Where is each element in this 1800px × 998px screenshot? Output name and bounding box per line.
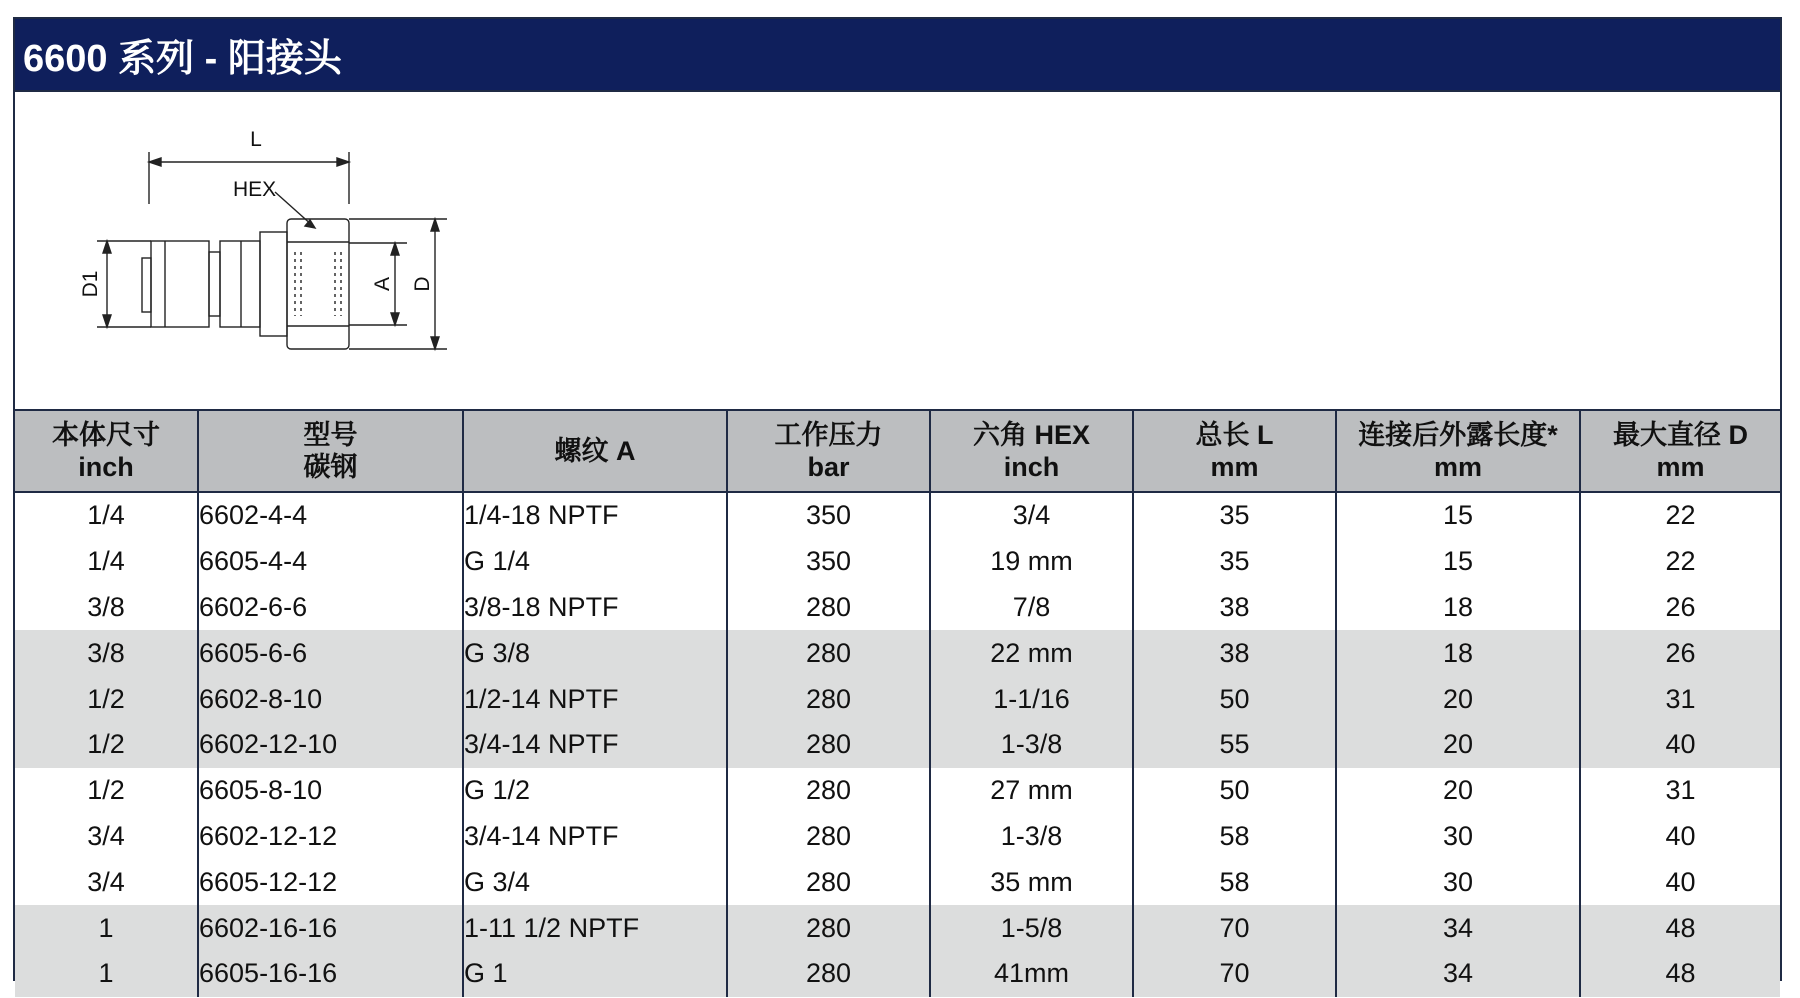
product-sheet (13, 17, 1782, 989)
cell-pressure: 280 (727, 951, 930, 997)
spec-table (15, 411, 1780, 997)
table-row (15, 768, 1780, 814)
dim-label-hex: HEX (233, 178, 277, 201)
cell-hex: 1-5/8 (930, 905, 1133, 951)
cell-hex: 1-3/8 (930, 814, 1133, 860)
cell-body-size: 1/2 (15, 676, 198, 722)
cell-length: 50 (1133, 676, 1336, 722)
cell-body-size: 3/8 (87, 591, 125, 622)
cell-exposed-length: 15 (1336, 492, 1580, 539)
cell-hex: 41mm (930, 951, 1133, 997)
cell-exposed-length: 30 (1336, 814, 1580, 860)
cell-hex: 1-3/8 (930, 722, 1133, 768)
table-row (15, 722, 1780, 768)
dim-label-d: D (411, 276, 434, 292)
cell-max-diameter: 48 (1580, 905, 1780, 951)
cell-length: 38 (1133, 585, 1336, 631)
cell-max-diameter: 40 (1580, 722, 1780, 768)
male-coupler-diagram (15, 92, 1780, 409)
cell-model: 6605-6-6 (198, 630, 463, 676)
cell-thread: 1-11 1/2 NPTF (463, 905, 727, 951)
cell-hex: 7/8 (930, 585, 1133, 631)
cell-exposed-length: 20 (1336, 722, 1580, 768)
cell-thread: G 3/4 (463, 859, 727, 905)
table-row (15, 539, 1780, 585)
cell-exposed-length: 30 (1336, 859, 1580, 905)
cell-model: 6602-12-10 (198, 722, 463, 768)
col-header-model: 型号 碳钢 (198, 411, 463, 492)
cell-pressure: 280 (727, 905, 930, 951)
table-row (15, 585, 1780, 631)
table-header-row (15, 411, 1780, 492)
cell-max-diameter: 22 (1580, 492, 1780, 539)
cell-thread: 3/4-14 NPTF (463, 722, 727, 768)
cell-body-size: 1/4 (87, 546, 125, 577)
col-header-pressure: 工作压力 bar (727, 411, 930, 492)
cell-thread: G 1/4 (463, 539, 727, 585)
cell-body-size: 1/4 (87, 500, 125, 531)
col-header-thread: 螺纹 A (463, 411, 727, 492)
cell-pressure: 280 (727, 722, 930, 768)
cell-max-diameter: 22 (1580, 539, 1780, 585)
cell-model: 6605-4-4 (198, 539, 463, 585)
cell-hex: 3/4 (930, 492, 1133, 539)
cell-thread: 3/4-14 NPTF (463, 814, 727, 860)
coupling-drawing (15, 90, 1780, 411)
dim-label-l: L (250, 128, 262, 151)
table-row (15, 630, 1780, 676)
dim-label-d1: D1 (79, 270, 102, 298)
col-header-body-size: 本体尺寸 inch (15, 411, 198, 492)
cell-pressure: 280 (727, 859, 930, 905)
cell-model: 6602-16-16 (198, 905, 463, 951)
cell-body-size: 3/4 (87, 866, 125, 897)
cell-thread: 3/8-18 NPTF (463, 585, 727, 631)
cell-model: 6602-8-10 (198, 676, 463, 722)
cell-length: 55 (1133, 722, 1336, 768)
cell-length: 50 (1133, 768, 1336, 814)
cell-max-diameter: 40 (1580, 859, 1780, 905)
cell-exposed-length: 20 (1336, 676, 1580, 722)
cell-body-size: 1/2 (87, 775, 125, 806)
cell-length: 35 (1133, 539, 1336, 585)
cell-model: 6602-4-4 (198, 492, 463, 539)
cell-thread: 1/2-14 NPTF (463, 676, 727, 722)
cell-length: 58 (1133, 814, 1336, 860)
cell-hex: 27 mm (930, 768, 1133, 814)
table-row (15, 814, 1780, 860)
cell-max-diameter: 31 (1580, 768, 1780, 814)
cell-hex: 19 mm (930, 539, 1133, 585)
cell-exposed-length: 18 (1336, 585, 1580, 631)
cell-hex: 22 mm (930, 630, 1133, 676)
cell-pressure: 280 (727, 768, 930, 814)
cell-model: 6602-12-12 (198, 814, 463, 860)
table-row (15, 859, 1780, 905)
cell-max-diameter: 48 (1580, 951, 1780, 997)
cell-length: 35 (1133, 492, 1336, 539)
cell-model: 6605-12-12 (198, 859, 463, 905)
cell-length: 58 (1133, 859, 1336, 905)
cell-exposed-length: 34 (1336, 905, 1580, 951)
col-header-length: 总长 L mm (1133, 411, 1336, 492)
cell-max-diameter: 40 (1580, 814, 1780, 860)
col-header-hex: 六角 HEX inch (930, 411, 1133, 492)
dim-label-a: A (371, 276, 394, 292)
col-header-exposed-length: 连接后外露长度* mm (1336, 411, 1580, 492)
cell-pressure: 280 (727, 676, 930, 722)
cell-exposed-length: 18 (1336, 630, 1580, 676)
cell-body-size: 1 (15, 951, 198, 997)
cell-body-size: 3/4 (87, 820, 125, 851)
cell-length: 70 (1133, 905, 1336, 951)
cell-body-size: 3/8 (15, 630, 198, 676)
col-header-max-diameter: 最大直径 D mm (1580, 411, 1780, 492)
cell-model: 6605-8-10 (198, 768, 463, 814)
cell-pressure: 350 (727, 539, 930, 585)
cell-pressure: 280 (727, 585, 930, 631)
cell-pressure: 280 (727, 630, 930, 676)
cell-pressure: 280 (727, 814, 930, 860)
cell-exposed-length: 34 (1336, 951, 1580, 997)
cell-length: 70 (1133, 951, 1336, 997)
table-row (15, 951, 1780, 997)
cell-thread: G 3/8 (463, 630, 727, 676)
cell-length: 38 (1133, 630, 1336, 676)
cell-max-diameter: 26 (1580, 585, 1780, 631)
cell-thread: 1/4-18 NPTF (463, 492, 727, 539)
table-row (15, 676, 1780, 722)
cell-model: 6602-6-6 (198, 585, 463, 631)
table-row (15, 492, 1780, 539)
page-title: 6600 系列 - 阳接头 (15, 19, 1780, 90)
cell-max-diameter: 26 (1580, 630, 1780, 676)
cell-body-size: 1/2 (15, 722, 198, 768)
cell-thread: G 1 (463, 951, 727, 997)
cell-thread: G 1/2 (463, 768, 727, 814)
cell-hex: 35 mm (930, 859, 1133, 905)
cell-model: 6605-16-16 (198, 951, 463, 997)
cell-exposed-length: 15 (1336, 539, 1580, 585)
cell-hex: 1-1/16 (930, 676, 1133, 722)
cell-exposed-length: 20 (1336, 768, 1580, 814)
cell-pressure: 350 (727, 492, 930, 539)
cell-max-diameter: 31 (1580, 676, 1780, 722)
cell-body-size: 1 (15, 905, 198, 951)
table-row (15, 905, 1780, 951)
